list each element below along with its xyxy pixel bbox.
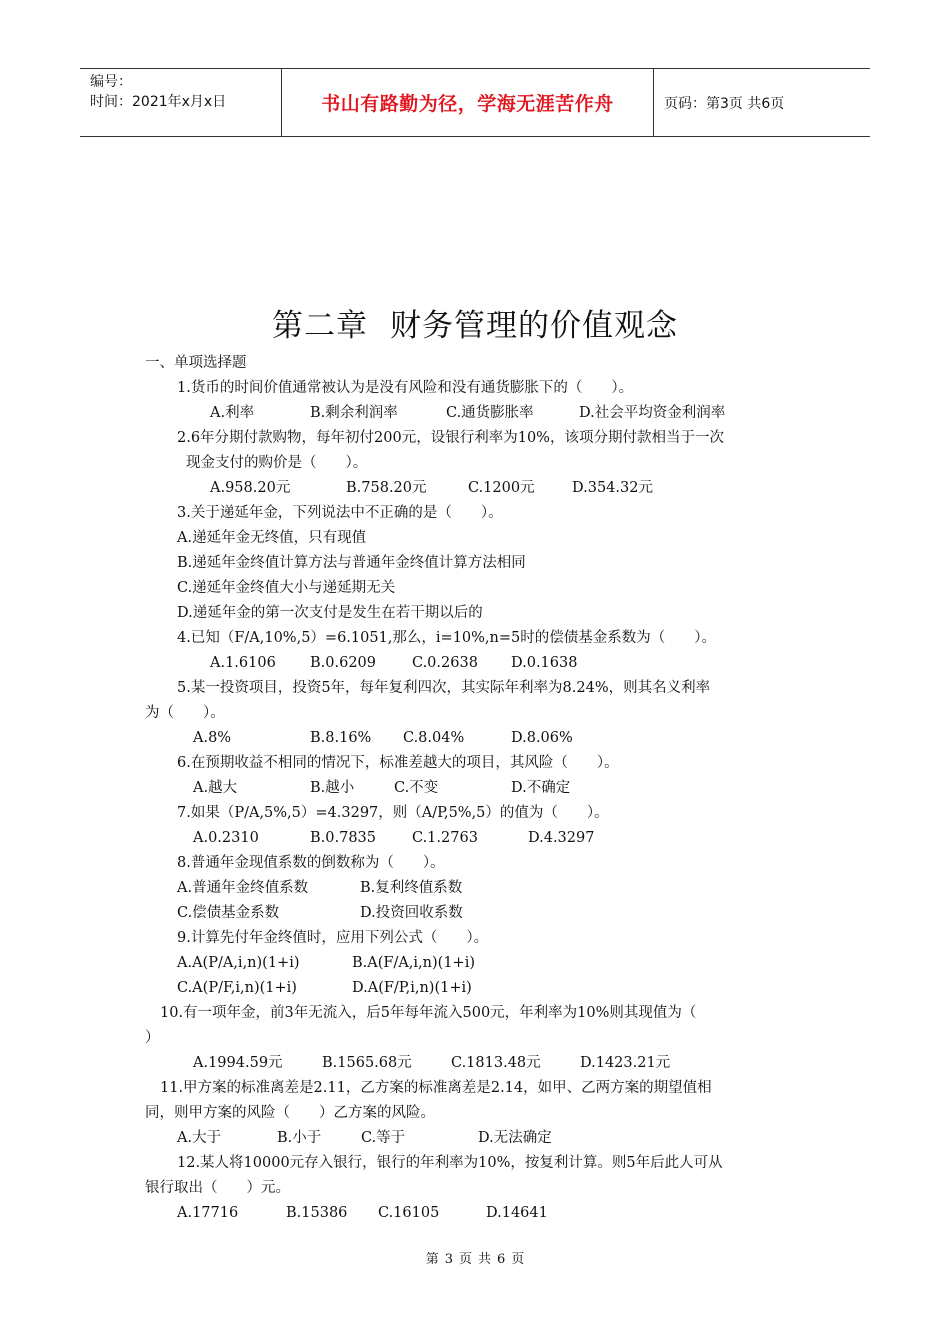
option: B.758.20元 <box>346 480 427 496</box>
header-page-code: 页码：第3页 共6页 <box>664 95 785 112</box>
option: A.17716 <box>177 1205 239 1221</box>
option: C.0.2638 <box>412 655 478 671</box>
option: B.剩余利润率 <box>310 405 398 421</box>
footer-text: 共 <box>478 1252 492 1267</box>
option: C.8.04% <box>403 730 465 746</box>
option-q3-b: B.递延年金终值计算方法与普通年金终值计算方法相同 <box>177 555 526 571</box>
option: D.A(F/P,i,n)(1+i) <box>352 980 472 996</box>
option: C.1200元 <box>468 480 535 496</box>
option: C.通货膨胀率 <box>446 405 534 421</box>
chapter-title <box>0 306 950 346</box>
option: B.小于 <box>277 1130 322 1146</box>
option: C.1.2763 <box>412 830 478 846</box>
page-header <box>80 68 870 137</box>
question-12: 12.某人将10000元存入银行，银行的年利率为10%，按复利计算。则5年后此人可从 <box>177 1155 723 1171</box>
option: C.1813.48元 <box>451 1055 541 1071</box>
question-1: 1.货币的时间价值通常被认为是没有风险和没有通货膨胀下的（ ）。 <box>177 380 634 396</box>
question-10: 10.有一项年金，前3年无流入，后5年每年流入500元，年利率为10%则其现值为（ <box>160 1005 697 1021</box>
question-3: 3.关于递延年金，下列说法中不正确的是（ ）。 <box>177 505 503 521</box>
page-footer <box>0 1248 950 1267</box>
option: C.偿债基金系数 <box>177 905 280 921</box>
option: D.社会平均资金利润率 <box>579 405 726 421</box>
option: D.投资回收系数 <box>360 905 463 921</box>
option: D.1423.21元 <box>580 1055 671 1071</box>
question-12-cont: 银行取出（ ）元。 <box>145 1180 290 1196</box>
option: D.8.06% <box>511 730 573 746</box>
option: C.A(P/F,i,n)(1+i) <box>177 980 297 996</box>
option: B.A(F/A,i,n)(1+i) <box>352 955 475 971</box>
option: D.0.1638 <box>511 655 578 671</box>
option-q3-a: A.递延年金无终值，只有现值 <box>177 530 367 546</box>
option: D.无法确定 <box>478 1130 552 1146</box>
option-q3-d: D.递延年金的第一次支付是发生在若干期以后的 <box>177 605 483 621</box>
option: D.4.3297 <box>528 830 595 846</box>
chapter-number: 第二章 <box>272 308 368 344</box>
question-11: 11.甲方案的标准离差是2.11，乙方案的标准离差是2.14，如甲、乙两方案的期望值相 <box>160 1080 712 1096</box>
option: D.354.32元 <box>572 480 653 496</box>
header-info <box>80 69 282 136</box>
number-label: 编号： <box>90 74 132 90</box>
footer-page-number: 3 <box>444 1252 453 1267</box>
option: C.16105 <box>378 1205 440 1221</box>
question-7: 7.如果（P/A,5%,5）=4.3297，则（A/P,5%,5）的值为（ ）。 <box>177 805 609 821</box>
option: A.8% <box>193 730 232 746</box>
option: A.A(P/A,i,n)(1+i) <box>177 955 300 971</box>
question-5: 5.某一投资项目，投资5年，每年复利四次，其实际年利率为8.24%，则其名义利率 <box>177 680 711 696</box>
option: D.14641 <box>486 1205 548 1221</box>
footer-text: 页 <box>511 1252 525 1267</box>
option: B.越小 <box>310 780 355 796</box>
question-9: 9.计算先付年金终值时，应用下列公式（ ）。 <box>177 930 489 946</box>
option: B.15386 <box>286 1205 348 1221</box>
footer-total-pages: 6 <box>497 1252 506 1267</box>
option: A.大于 <box>177 1130 222 1146</box>
question-5-cont: 为（ ）。 <box>145 705 225 721</box>
question-6: 6.在预期收益不相同的情况下，标准差越大的项目，其风险（ ）。 <box>177 755 619 771</box>
option: B.1565.68元 <box>322 1055 412 1071</box>
option: B.8.16% <box>310 730 372 746</box>
question-2-cont: 现金支付的购价是（ ）。 <box>186 455 368 471</box>
option: D.不确定 <box>511 780 571 796</box>
time-label: 时间：2021年x月x日 <box>90 94 227 110</box>
question-4: 4.已知（F/A,10%,5）=6.1051,那么，i=10%,n=5时的偿债基金系数为（ ）。 <box>177 630 717 646</box>
chapter-name: 财务管理的价值观念 <box>390 308 678 344</box>
question-2: 2.6年分期付款购物，每年初付200元，设银行利率为10%，该项分期付款相当于一次 <box>177 430 724 446</box>
header-motto: 书山有路勤为径，学海无涯苦作舟 <box>282 69 654 136</box>
option: C.不变 <box>394 780 439 796</box>
question-8: 8.普通年金现值系数的倒数称为（ ）。 <box>177 855 445 871</box>
section-heading: 一、单项选择题 <box>145 355 247 371</box>
option: B.0.6209 <box>310 655 377 671</box>
option-q3-c: C.递延年金终值大小与递延期无关 <box>177 580 396 596</box>
question-10-cont: ） <box>145 1030 160 1046</box>
question-11-cont: 同，则甲方案的风险（ ）乙方案的风险。 <box>145 1105 435 1121</box>
footer-text: 第 <box>425 1252 439 1267</box>
option: A.利率 <box>210 405 255 421</box>
option: A.普通年金终值系数 <box>177 880 309 896</box>
option: A.1.6106 <box>210 655 276 671</box>
option: A.958.20元 <box>210 480 291 496</box>
option: A.1994.59元 <box>193 1055 283 1071</box>
option: A.越大 <box>193 780 238 796</box>
option: C.等于 <box>361 1130 406 1146</box>
option: B.0.7835 <box>310 830 377 846</box>
option: B.复利终值系数 <box>360 880 463 896</box>
option: A.0.2310 <box>193 830 259 846</box>
footer-text: 页 <box>458 1252 472 1267</box>
